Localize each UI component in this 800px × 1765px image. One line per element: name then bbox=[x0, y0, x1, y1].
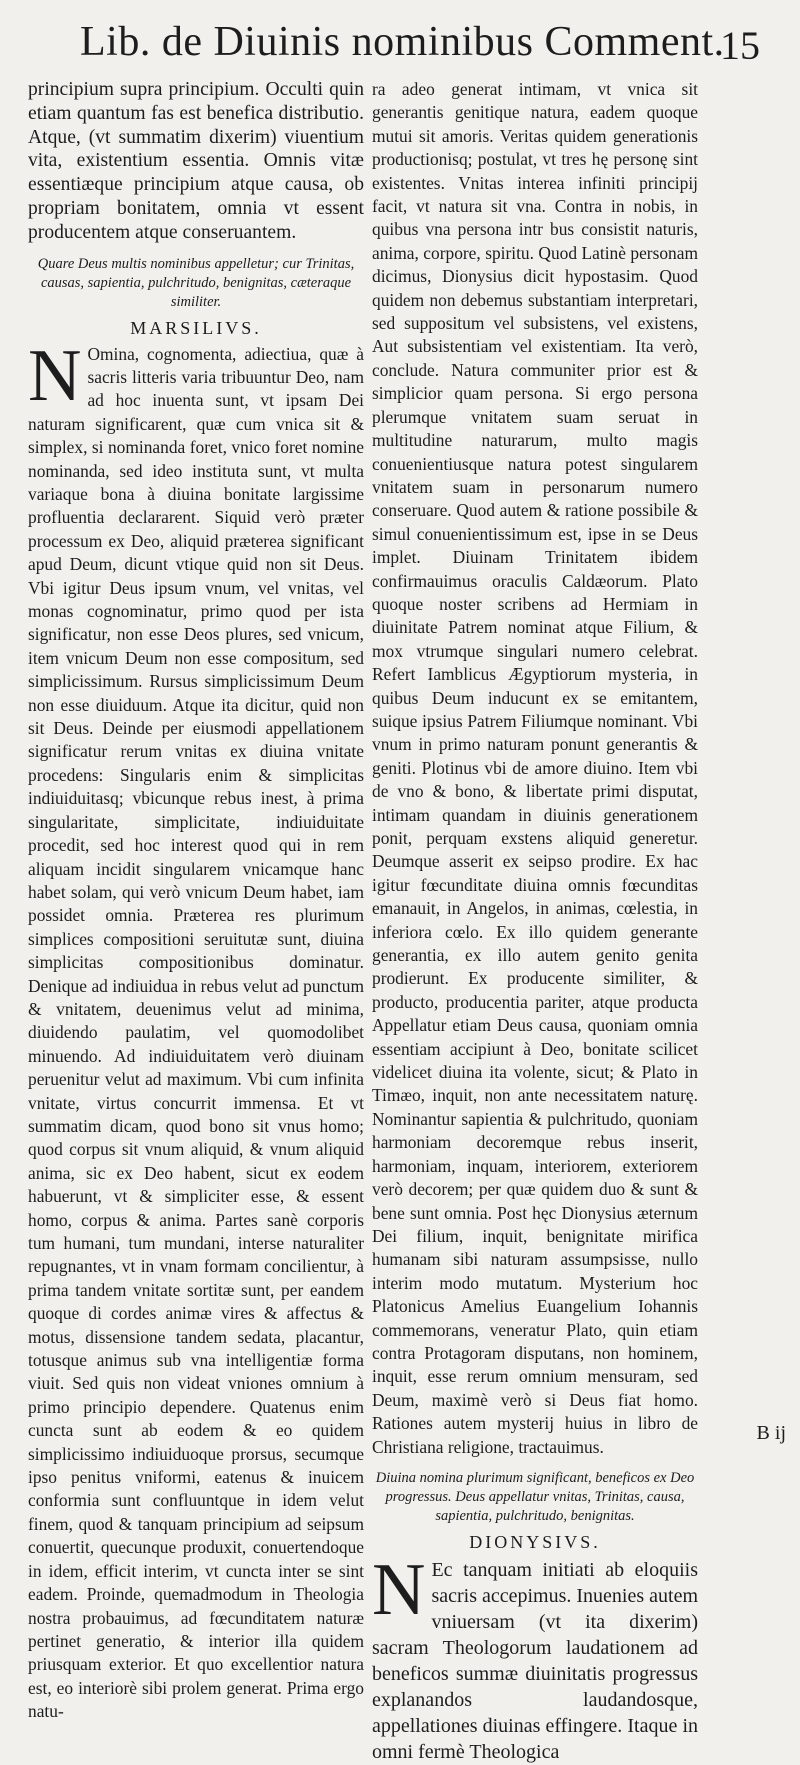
rubric-1: Quare Deus multis nominibus appelletur; cur Trinitas, causas, sapientia, pulchritudo, benignitas, cæteraque similiter. bbox=[37, 255, 355, 310]
left-paragraph-2 bbox=[28, 334, 364, 1724]
drop-capital-n: N bbox=[28, 334, 82, 417]
right-paragraph-2 bbox=[372, 1548, 699, 1765]
left-column bbox=[28, 78, 364, 1724]
drop-capital-n-2: N bbox=[372, 1548, 426, 1631]
right-paragraph-1: ra adeo generat intimam, vt vnica sit generantis genitique natura, eadem quoque mutui sit amoris. Veritas quidem generationis productionisq; postulat, vt tres hę personę sint existentes. Vnitas interea infiniti principij facit, vt natura sit vna. Contra in nobis, in quibus vna persona intr bus consistit naturis, anima, corpore, spiritu. Quod Latinè personam dicimus, Dionysius dicit hypostasim. Quod quidem non debemus substantiam interpretari, sed suppositum vel subsistens, vel existens, Aut subsistentiam vel existentiam. Ita verò, conclude. Natura communiter prior est & simplicior quam persona. Si ergo persona plerumque vnitatem suam seruat in multitudine naturarum, multo magis conuenientiusque natura potest singularem vnitatem suam in personarum numero conseruare. Quod autem & ratione possibile & simul conuenientissimum est, ipse in se Deus implet. Diuinam Trinitatem ibidem confirmauimus oraculis Caldæorum. Plato quoque noster scribens ad Hermiam in diuinitate Patrem nominat atque Filium, & mox vtrumque singulari numero celebrat. Refert Iamblicus Ægyptiorum mysteria, in quibus Deum inducunt ex se emitantem, suique ipsius Patrem Filiumque nominant. Vbi vnum in primo naturam ponunt generantis & geniti. Plotinus vbi de amore diuino. Item vbi de vno & bono, & libertate primi disputat, intimam quandam in diuinis generationem ponit, perquam exstens aliquid generetur. Deumque asserit ex seipso prodire. Ex hac igitur fœcunditate diuina omnis fœcunditas emanauit, in Angelos, in animas, cœlestia, in inferiora cœlo. Ex illo quidem generante generantia, ex illo autem genito genita prodierunt. Ex producente similiter, & producto, producentia pariter, atque producta Appellatur etiam Deus causa, quoniam omnia essentiam accipiunt à Deo, bonitate scilicet videlicet diuina ita volente, sicut; & Plato in Timæo, inquit, non ante necessitatem naturę. Nominantur sapientia & pulchritudo, quoniam harmoniam decoremque rebus inserit, harmoniam, inquam, interiorem, exteriorem verò decorem; per quæ quidem duo & sunt & bene sunt omnia. Post hęc Dionysius æternum Dei filium, inquit, benignitate mirifica humanam sibi naturam assumpsisse, nullo interim modo mutatum. Mysterium hoc Platonicus Amelius Euangelium Iohannis commemorans, veneratur Plato, quin etiam contra Protagoram disputans, non hominem, inquit, esse rerum omnium mensuram, sed Deum, maximè verò si Deus fiat homo. Rationes autem mysterij huius in libro de Christiana religione, tractauimus. bbox=[372, 79, 698, 1457]
left-paragraph-2-text: Omina, cognomenta, adiectiua, quæ à sacris litteris varia tribuuntur Deo, nam ad hoc inuenta sunt, vt ipsam Dei naturam significarent, quæ cum vnica sit & simplex, si nominanda foret, vnico foret nomine nominanda, sed ideo instituta sunt, vt multa variaque bona à diuina bonitate largissime profluentia declararent. Siquid verò præter processum ex Deo, aliquid præterea significant apud Deum, dicunt vtique quid non sit Deus. Vbi igitur Deus ipsum vnum, vel vnitas, vel monas cognominatur, primo quod per ista significatur, non esse Deos plures, sed vnicum, item vnicum Deum non esse compositum, sed simplicissimum. Rursus simplicissimum Deum non esse diuiduum. Atque ita dicitur, quid non sit Deus. Deinde per eiusmodi appellationem significatur rerum vnitas ex diuina vnitate procedens: Singularis enim & simplicitas indiuiduitasq; vbicunque rebus inest, à prima singularitate, simplicitate, indiuiduitate procedit, sed hoc interest quod qui in rem aliquam incidit singularem vnicamque hanc habet solam, qui verò vnicum Deum habet, iam possidet omnia. Præterea res plurimum simplices compositioni seruitutæ sunt, diuina simplicitas compositionibus dominatur. Denique ad indiuidua in rebus velut ad punctum & vnitatem, deuenimus velut ad minima, diuidendo paulatim, vel quomodolibet minuendo. Ad indiuiduitatem verò diuinam peruenitur velut ad maximum. Vbi cum infinita vnitate, virtus concurrit immensa. Et vt summatim dicam, quod bono sit vnus homo; quod corpus sit vnum aliquid, & vnum aliquid anima, sic ex Deo habent, sicut ex eodem habuerunt, vt & simpliciter esse, & essent homo, corpus & anima. Partes sanè corporis tum humani, tum mundani, interse naturaliter repugnantes, vt in vnam formam concilientur, à prima tandem vnitate sortitæ sunt, per eandem quoque di cordes animæ vires & affectus & motus, dissensione tandem sedata, placantur, totusque animus sub vna intelligentiæ forma viuit. Sed quis non videat vniones omnium à primo principio dependere. Quatenus enim cuncta sunt ab eodem & eo quidem simplicissimo indiuiduoque prorsus, secumque ipso penitus vniformi, eatenus & inuicem conformia sunt confluuntque in idem velut finem, quod & tanquam principium ad seipsum conuertit, quecunque produxit, conuertendoque in idem, efficit interim, vt cuncta inter se sint eadem. Proinde, quemadmodum in Theologia nostra probauimus, ad fœcunditatem naturæ pertinet generatio, & interior illa quidem priusquam exterior. Et quo excellentior natura est, eo interiorè sibi prolem generat. Prima ergo natu- bbox=[28, 343, 364, 1722]
page-header bbox=[60, 18, 760, 70]
signature-mark: B ij bbox=[756, 1422, 786, 1444]
speaker-marsilius: MARSILIVS. bbox=[130, 317, 262, 338]
left-paragraph-1: principium supra principium. Occulti quin etiam quantum fas est benefica distributio. Atque, (vt summatim dixerim) viuentium vita, existentium essentia. Omnis vitæ essentiæque principium atque causa, ob propriam bonitatem, omnia vt essent producentem atque conseruantem. bbox=[28, 79, 364, 243]
right-column bbox=[372, 78, 698, 1765]
folio-number: 15 bbox=[720, 23, 760, 68]
right-paragraph-2-text: Ec tanquam initiati ab eloquiis sacris accepimus. Inuenies autem vniuersam (vt ita dixerim) sacram Theologorum laudationem ad beneficos summæ diuinitatis progressus explanandos laudandosque, appellationes diuinas effingere. Itaque in omni fermè Theologica bbox=[372, 1558, 699, 1763]
running-title: Lib. de Diuinis nominibus Comment. bbox=[80, 19, 725, 65]
speaker-dionysius: DIONYSIVS. bbox=[469, 1531, 601, 1552]
rubric-2: Diuina nomina plurimum significant, beneficos ex Deo progressus. Deus appellatur vnitas, Trinitas, causa, sapientia, pulchritudo, benignitas. bbox=[375, 1469, 695, 1524]
